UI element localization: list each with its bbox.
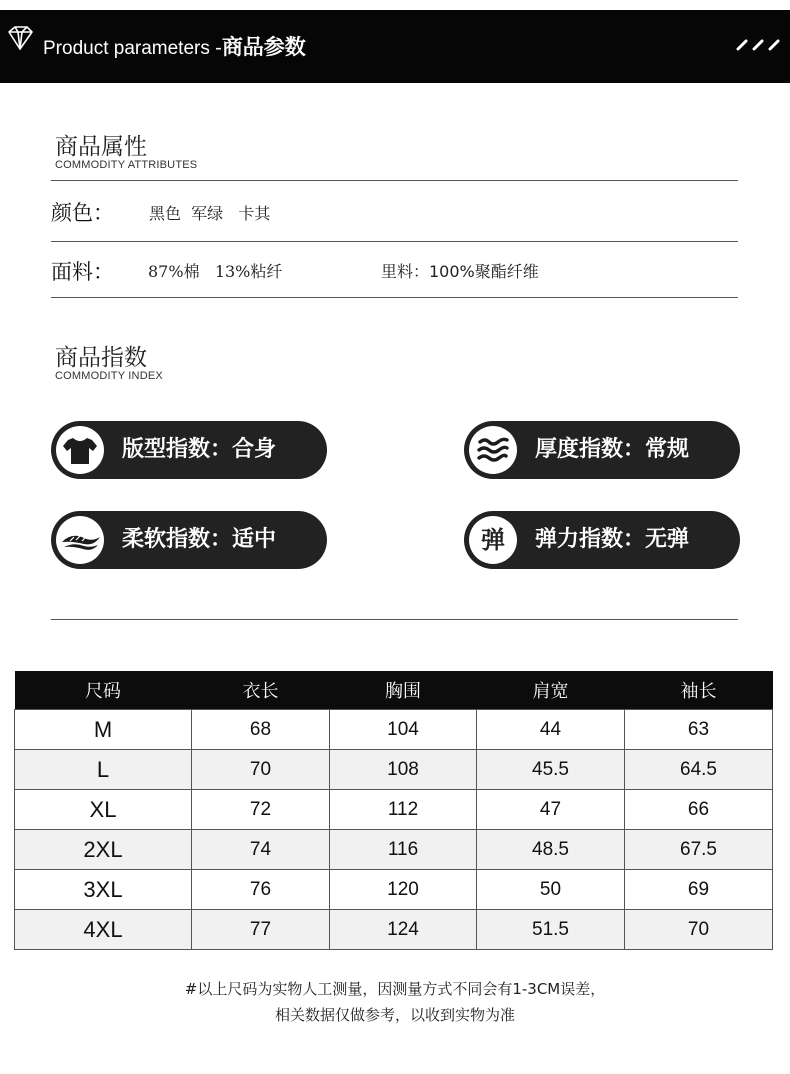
table-row (15, 750, 773, 790)
measurement-note-line1: #以上尺码为实物人工测量，因测量方式不同会有1-3CM误差， (184, 980, 606, 998)
thickness-index-pill (464, 421, 740, 479)
table-cell: 4XL (15, 910, 192, 950)
index-title: 商品指数 (55, 345, 147, 371)
feather-soft-icon (56, 516, 104, 564)
fabric-value: 87%棉 13%粘纤 (148, 262, 283, 281)
table-row (15, 910, 773, 950)
divider (51, 619, 738, 620)
table-cell: 64.5 (625, 750, 773, 790)
attributes-title: 商品属性 (55, 134, 147, 160)
elasticity-index-pill (464, 511, 740, 569)
table-cell: 45.5 (477, 750, 625, 790)
softness-index-label: 柔软指数：适中 (122, 527, 277, 552)
index-subtitle: COMMODITY INDEX (55, 370, 163, 382)
table-cell: 44 (477, 710, 625, 750)
table-cell: 116 (330, 830, 477, 870)
table-cell: L (15, 750, 192, 790)
table-cell: 3XL (15, 870, 192, 910)
table-cell: 70 (625, 910, 773, 950)
column-header-length: 衣长 (192, 671, 330, 710)
table-cell: 2XL (15, 830, 192, 870)
color-value: 黑色 军绿 卡其 (149, 204, 271, 223)
table-cell: 67.5 (625, 830, 773, 870)
column-header-chest: 胸围 (330, 671, 477, 710)
column-header-shoulder: 肩宽 (477, 671, 625, 710)
table-cell: XL (15, 790, 192, 830)
table-cell: 70 (192, 750, 330, 790)
column-header-sleeve: 袖长 (625, 671, 773, 710)
table-cell: 51.5 (477, 910, 625, 950)
table-cell: 120 (330, 870, 477, 910)
table-header-row (15, 671, 773, 710)
lining-value: 里料：100%聚酯纤维 (381, 262, 539, 281)
wave-layers-icon (469, 426, 517, 474)
table-cell: 108 (330, 750, 477, 790)
size-table (14, 671, 773, 950)
table-cell: 69 (625, 870, 773, 910)
table-cell: 77 (192, 910, 330, 950)
table-cell: 72 (192, 790, 330, 830)
header-title-cn: 商品参数 (221, 35, 306, 59)
table-cell: 68 (192, 710, 330, 750)
attributes-subtitle: COMMODITY ATTRIBUTES (55, 159, 198, 171)
table-cell: 63 (625, 710, 773, 750)
table-cell: 112 (330, 790, 477, 830)
elasticity-index-label: 弹力指数：无弹 (535, 527, 690, 552)
tshirt-icon (56, 426, 104, 474)
table-cell: 47 (477, 790, 625, 830)
color-label: 颜色： (51, 201, 114, 225)
header-title-en: Product parameters (43, 38, 216, 59)
table-row (15, 870, 773, 910)
header-title-dash: - (215, 37, 222, 59)
header-title (43, 30, 306, 64)
fit-index-pill (51, 421, 327, 479)
table-row (15, 790, 773, 830)
table-cell: 48.5 (477, 830, 625, 870)
table-cell: 76 (192, 870, 330, 910)
fit-index-label: 版型指数：合身 (122, 437, 277, 462)
triple-slash-icon (735, 33, 783, 55)
thickness-index-label: 厚度指数：常规 (535, 437, 690, 462)
table-cell: 66 (625, 790, 773, 830)
divider (51, 241, 738, 242)
fabric-label: 面料： (51, 260, 114, 284)
table-cell: 50 (477, 870, 625, 910)
diamond-logo-icon (5, 23, 35, 53)
table-cell: 124 (330, 910, 477, 950)
elastic-badge-icon (469, 516, 517, 564)
column-header-size: 尺码 (15, 671, 192, 710)
softness-index-pill (51, 511, 327, 569)
divider (51, 180, 738, 181)
table-cell: 104 (330, 710, 477, 750)
table-cell: 74 (192, 830, 330, 870)
table-cell: M (15, 710, 192, 750)
table-row (15, 710, 773, 750)
measurement-note-line2: 相关数据仅做参考，以收到实物为准 (274, 1006, 515, 1024)
table-row (15, 830, 773, 870)
elastic-badge-text: 弹 (481, 526, 505, 554)
divider (51, 297, 738, 298)
